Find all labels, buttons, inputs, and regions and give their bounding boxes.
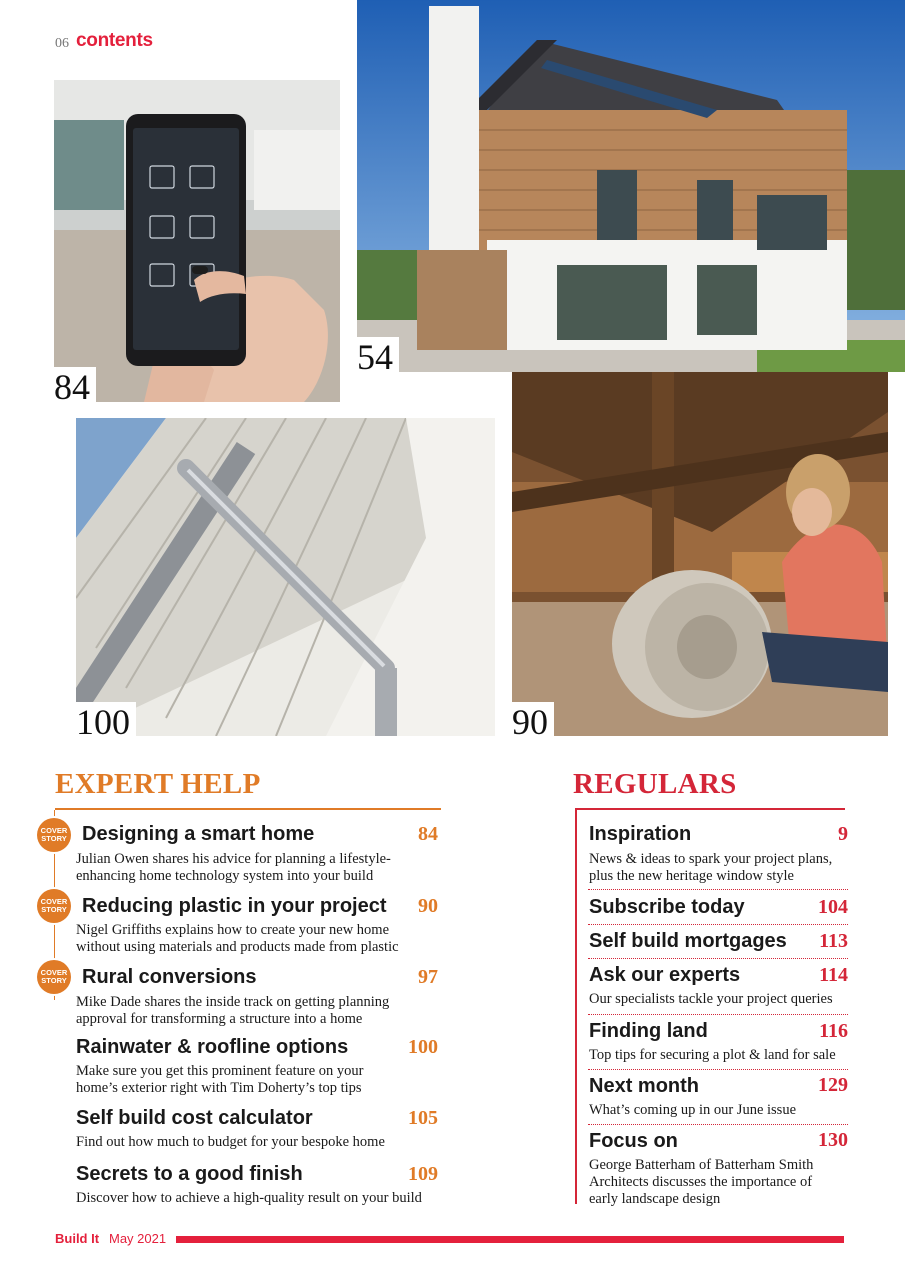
regulars-item-page: 114 — [819, 964, 848, 986]
photo-page-number: 54 — [357, 337, 399, 372]
expert-item-title[interactable]: Rainwater & roofline options — [76, 1036, 349, 1058]
expert-item-desc: Discover how to achieve a high-quality result on your build — [76, 1190, 422, 1206]
photo-page-number: 84 — [54, 367, 96, 402]
regulars-separator — [588, 889, 848, 890]
regulars-item-title[interactable]: Inspiration — [589, 823, 692, 845]
regulars-item-page: 9 — [838, 823, 848, 845]
expert-item-page: 109 — [408, 1163, 438, 1185]
expert-item-page: 100 — [408, 1036, 438, 1058]
expert-item-desc: Mike Dade shares the inside track on getting planning approval for transforming a structure into a home — [76, 994, 390, 1027]
regulars-item-desc: Our specialists tackle your project queries — [589, 991, 833, 1007]
regulars-item-title[interactable]: Ask our experts — [589, 964, 741, 986]
regulars-item-page: 104 — [818, 896, 848, 918]
regulars-item-desc: Top tips for securing a plot & land for sale — [589, 1047, 836, 1063]
regulars-separator — [588, 924, 848, 925]
expert-item-title[interactable]: Secrets to a good finish — [76, 1163, 303, 1185]
footer-date: May 2021 — [109, 1231, 167, 1246]
regulars-item-title[interactable]: Next month — [589, 1075, 699, 1097]
regulars-item-title[interactable]: Subscribe today — [589, 896, 745, 918]
expert-item-desc: Make sure you get this prominent feature on your home’s exterior right with Tim Doherty’s top tips — [76, 1063, 364, 1096]
expert-item-page: 90 — [418, 895, 438, 917]
regulars-item-title[interactable]: Focus on — [589, 1130, 678, 1152]
page-title: contents — [76, 30, 153, 51]
photo-timber-clad-house — [357, 0, 905, 372]
expert-item-page: 84 — [418, 823, 438, 845]
regulars-item-title[interactable]: Finding land — [589, 1020, 708, 1042]
expert-item-desc: Julian Owen shares his advice for planning a lifestyle- enhancing home technology system into your build — [76, 851, 391, 884]
regulars-separator — [588, 1069, 848, 1070]
regulars-separator — [588, 958, 848, 959]
cover-story-badge: COVER STORY — [37, 818, 71, 852]
expert-help-rule — [55, 808, 441, 810]
regulars-item-desc: What’s coming up in our June issue — [589, 1102, 797, 1118]
expert-item-page: 105 — [408, 1107, 438, 1129]
regulars-item-page: 116 — [819, 1020, 848, 1042]
expert-help-heading: EXPERT HELP — [55, 768, 261, 800]
regulars-item-page: 129 — [818, 1074, 848, 1096]
regulars-item-page: 113 — [819, 930, 848, 952]
photo-page-number: 100 — [76, 702, 136, 736]
regulars-item-page: 130 — [818, 1129, 848, 1151]
expert-item-desc: Nigel Griffiths explains how to create your new home without using materials and products made from plastic — [76, 922, 399, 955]
expert-item-title[interactable]: Rural conversions — [82, 966, 257, 988]
cover-story-badge: COVER STORY — [37, 889, 71, 923]
regulars-item-desc: George Batterham of Batterham Smith Architects discusses the importance of early landscape design — [589, 1157, 814, 1207]
expert-item-title[interactable]: Reducing plastic in your project — [82, 895, 387, 917]
photo-rainwater-pipe — [76, 418, 495, 736]
regulars-item-desc: News & ideas to spark your project plans, plus the new heritage window style — [589, 851, 833, 884]
regulars-line — [575, 808, 577, 1204]
regulars-heading: REGULARS — [573, 768, 737, 800]
expert-item-desc: Find out how much to budget for your bespoke home — [76, 1134, 385, 1150]
photo-loft-insulation — [512, 372, 888, 736]
expert-item-page: 97 — [418, 966, 438, 988]
cover-story-badge: COVER STORY — [37, 960, 71, 994]
expert-item-title[interactable]: Designing a smart home — [82, 823, 315, 845]
footer-bar — [176, 1236, 844, 1243]
regulars-separator — [588, 1014, 848, 1015]
photo-page-number: 90 — [512, 702, 554, 736]
page-number: 06 — [55, 36, 69, 51]
expert-item-title[interactable]: Self build cost calculator — [76, 1107, 313, 1129]
regulars-separator — [588, 1124, 848, 1125]
regulars-item-title[interactable]: Self build mortgages — [589, 930, 787, 952]
regulars-rule — [575, 808, 845, 810]
photo-smart-home-phone — [54, 80, 340, 402]
footer-brand: Build It — [55, 1231, 100, 1246]
